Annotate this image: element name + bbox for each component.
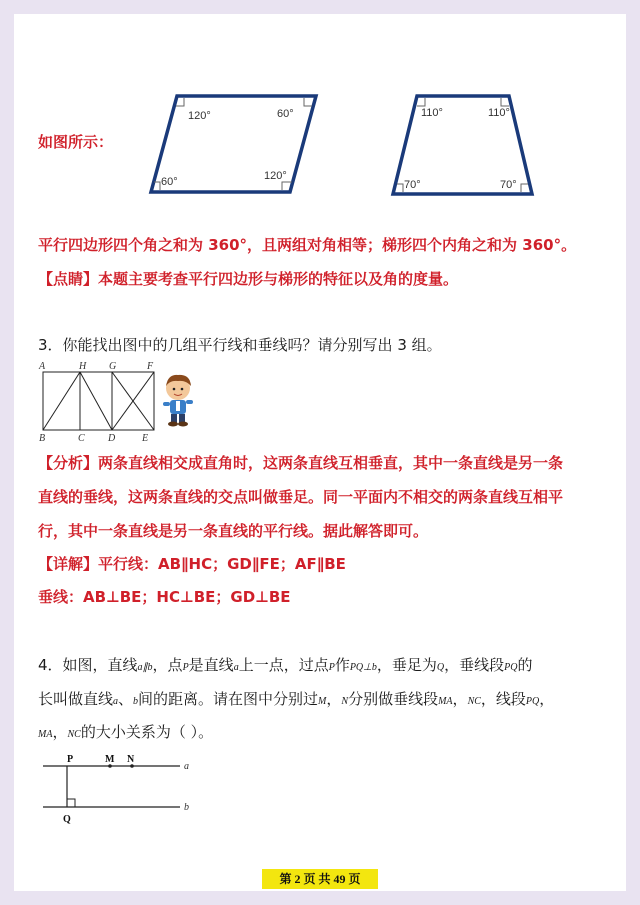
point-label: C <box>78 433 85 444</box>
q4-text: 的 <box>517 656 533 674</box>
q4-text: 长叫做直线 <box>38 690 114 708</box>
q4-math: a <box>113 696 119 707</box>
q2-comment <box>38 268 458 289</box>
label-n: N <box>127 754 135 765</box>
q4-math: PQ <box>504 662 518 673</box>
point-label: B <box>39 433 46 444</box>
q4-math: Q <box>436 662 445 673</box>
parallel-lines-figure <box>38 750 208 830</box>
page-number: 第 2 页 共 49 页 <box>262 869 378 889</box>
q4-math: M <box>318 696 327 707</box>
q4-text: 4．如图，直线 <box>38 656 138 674</box>
q4-math: P <box>328 662 335 673</box>
q4-line-1 <box>38 654 533 675</box>
q4-text: ， <box>52 723 68 741</box>
point-label: H <box>79 361 87 372</box>
label-p: P <box>67 754 74 765</box>
parallelogram-figure <box>140 88 330 198</box>
q4-math: MA <box>438 696 453 707</box>
q4-text: 作 <box>334 656 350 674</box>
q4-line-2 <box>38 688 554 709</box>
analysis-line-3: 行，其中一条直线是另一条直线的平行线。据此解答即可。 <box>38 522 429 540</box>
label-a: a <box>184 761 189 772</box>
label-b: b <box>184 802 189 813</box>
q4-text: 、 <box>118 690 134 708</box>
point-label: D <box>108 433 116 444</box>
q4-text: ，点 <box>152 656 183 674</box>
perpendicular-answer: 垂线：AB⊥BE；HC⊥BE；GD⊥BE <box>38 588 291 606</box>
q4-text: ，线段 <box>480 690 526 708</box>
q4-math: P <box>182 662 189 673</box>
angle-label: 60° <box>277 108 294 120</box>
point-label: E <box>142 433 149 444</box>
q4-text: 上一点，过点 <box>238 656 329 674</box>
label-q: Q <box>63 814 71 825</box>
q4-math: NC <box>467 696 481 707</box>
parallel-answer <box>38 553 346 574</box>
detail-tag: 【详解】 <box>38 555 99 573</box>
q4-line-3 <box>38 721 213 742</box>
q4-math: a∥b <box>137 662 153 673</box>
analysis-text: 两条直线相交成直角时，这两条直线互相垂直，其中一条直线是另一条 <box>98 454 564 472</box>
analysis-line-1 <box>38 452 563 473</box>
angle-label: 120° <box>264 170 287 182</box>
q4-text: ， <box>452 690 468 708</box>
analysis-line-2: 直线的垂线，这两条直线的交点叫做垂足。同一平面内不相交的两条直线互相平 <box>38 488 564 506</box>
comment-text: 本题主要考查平行四边形与梯形的特征以及角的度量。 <box>98 270 459 288</box>
rectangle-lines-figure <box>36 360 166 444</box>
q4-math: PQ <box>525 696 540 707</box>
q4-text: ， <box>539 690 555 708</box>
q4-math: a <box>233 662 239 673</box>
q4-math: PQ⊥b <box>349 662 377 673</box>
trapezoid-figure <box>385 88 545 200</box>
point-label: F <box>147 361 154 372</box>
comment-tag: 【点睛】 <box>38 270 99 288</box>
q4-math: b <box>133 696 139 707</box>
figure-intro: 如图所示： <box>38 133 114 151</box>
analysis-tag: 【分析】 <box>38 454 99 472</box>
q4-text: ， <box>326 690 342 708</box>
point-label: A <box>39 361 46 372</box>
angle-label: 70° <box>500 179 517 191</box>
q4-text: 是直线 <box>188 656 234 674</box>
q4-text: 的大小关系为（ ）。 <box>80 723 214 741</box>
angle-label: 70° <box>404 179 421 191</box>
angle-label: 60° <box>161 176 178 188</box>
q4-math: N <box>341 696 349 707</box>
q4-math: MA <box>38 729 53 740</box>
q3-question: 3．你能找出图中的几组平行线和垂线吗？请分别写出 3 组。 <box>38 336 442 354</box>
q4-text: 分别做垂线段 <box>348 690 439 708</box>
angle-label: 120° <box>188 110 211 122</box>
q4-text: ，垂线段 <box>444 656 505 674</box>
point-label: G <box>109 361 117 372</box>
cartoon-boy-icon <box>160 372 196 428</box>
angle-label: 110° <box>421 107 443 119</box>
q4-text: ，垂足为 <box>376 656 437 674</box>
angle-label: 110° <box>488 107 510 119</box>
label-m: M <box>105 754 115 765</box>
q4-math: NC <box>67 729 81 740</box>
q4-text: 间的距离。请在图中分别过 <box>138 690 319 708</box>
q2-answer: 平行四边形四个角之和为 360°，且两组对角相等；梯形四个内角之和为 360°。 <box>38 236 577 254</box>
parallel-answer-text: 平行线：AB∥HC；GD∥FE；AF∥BE <box>98 555 346 573</box>
